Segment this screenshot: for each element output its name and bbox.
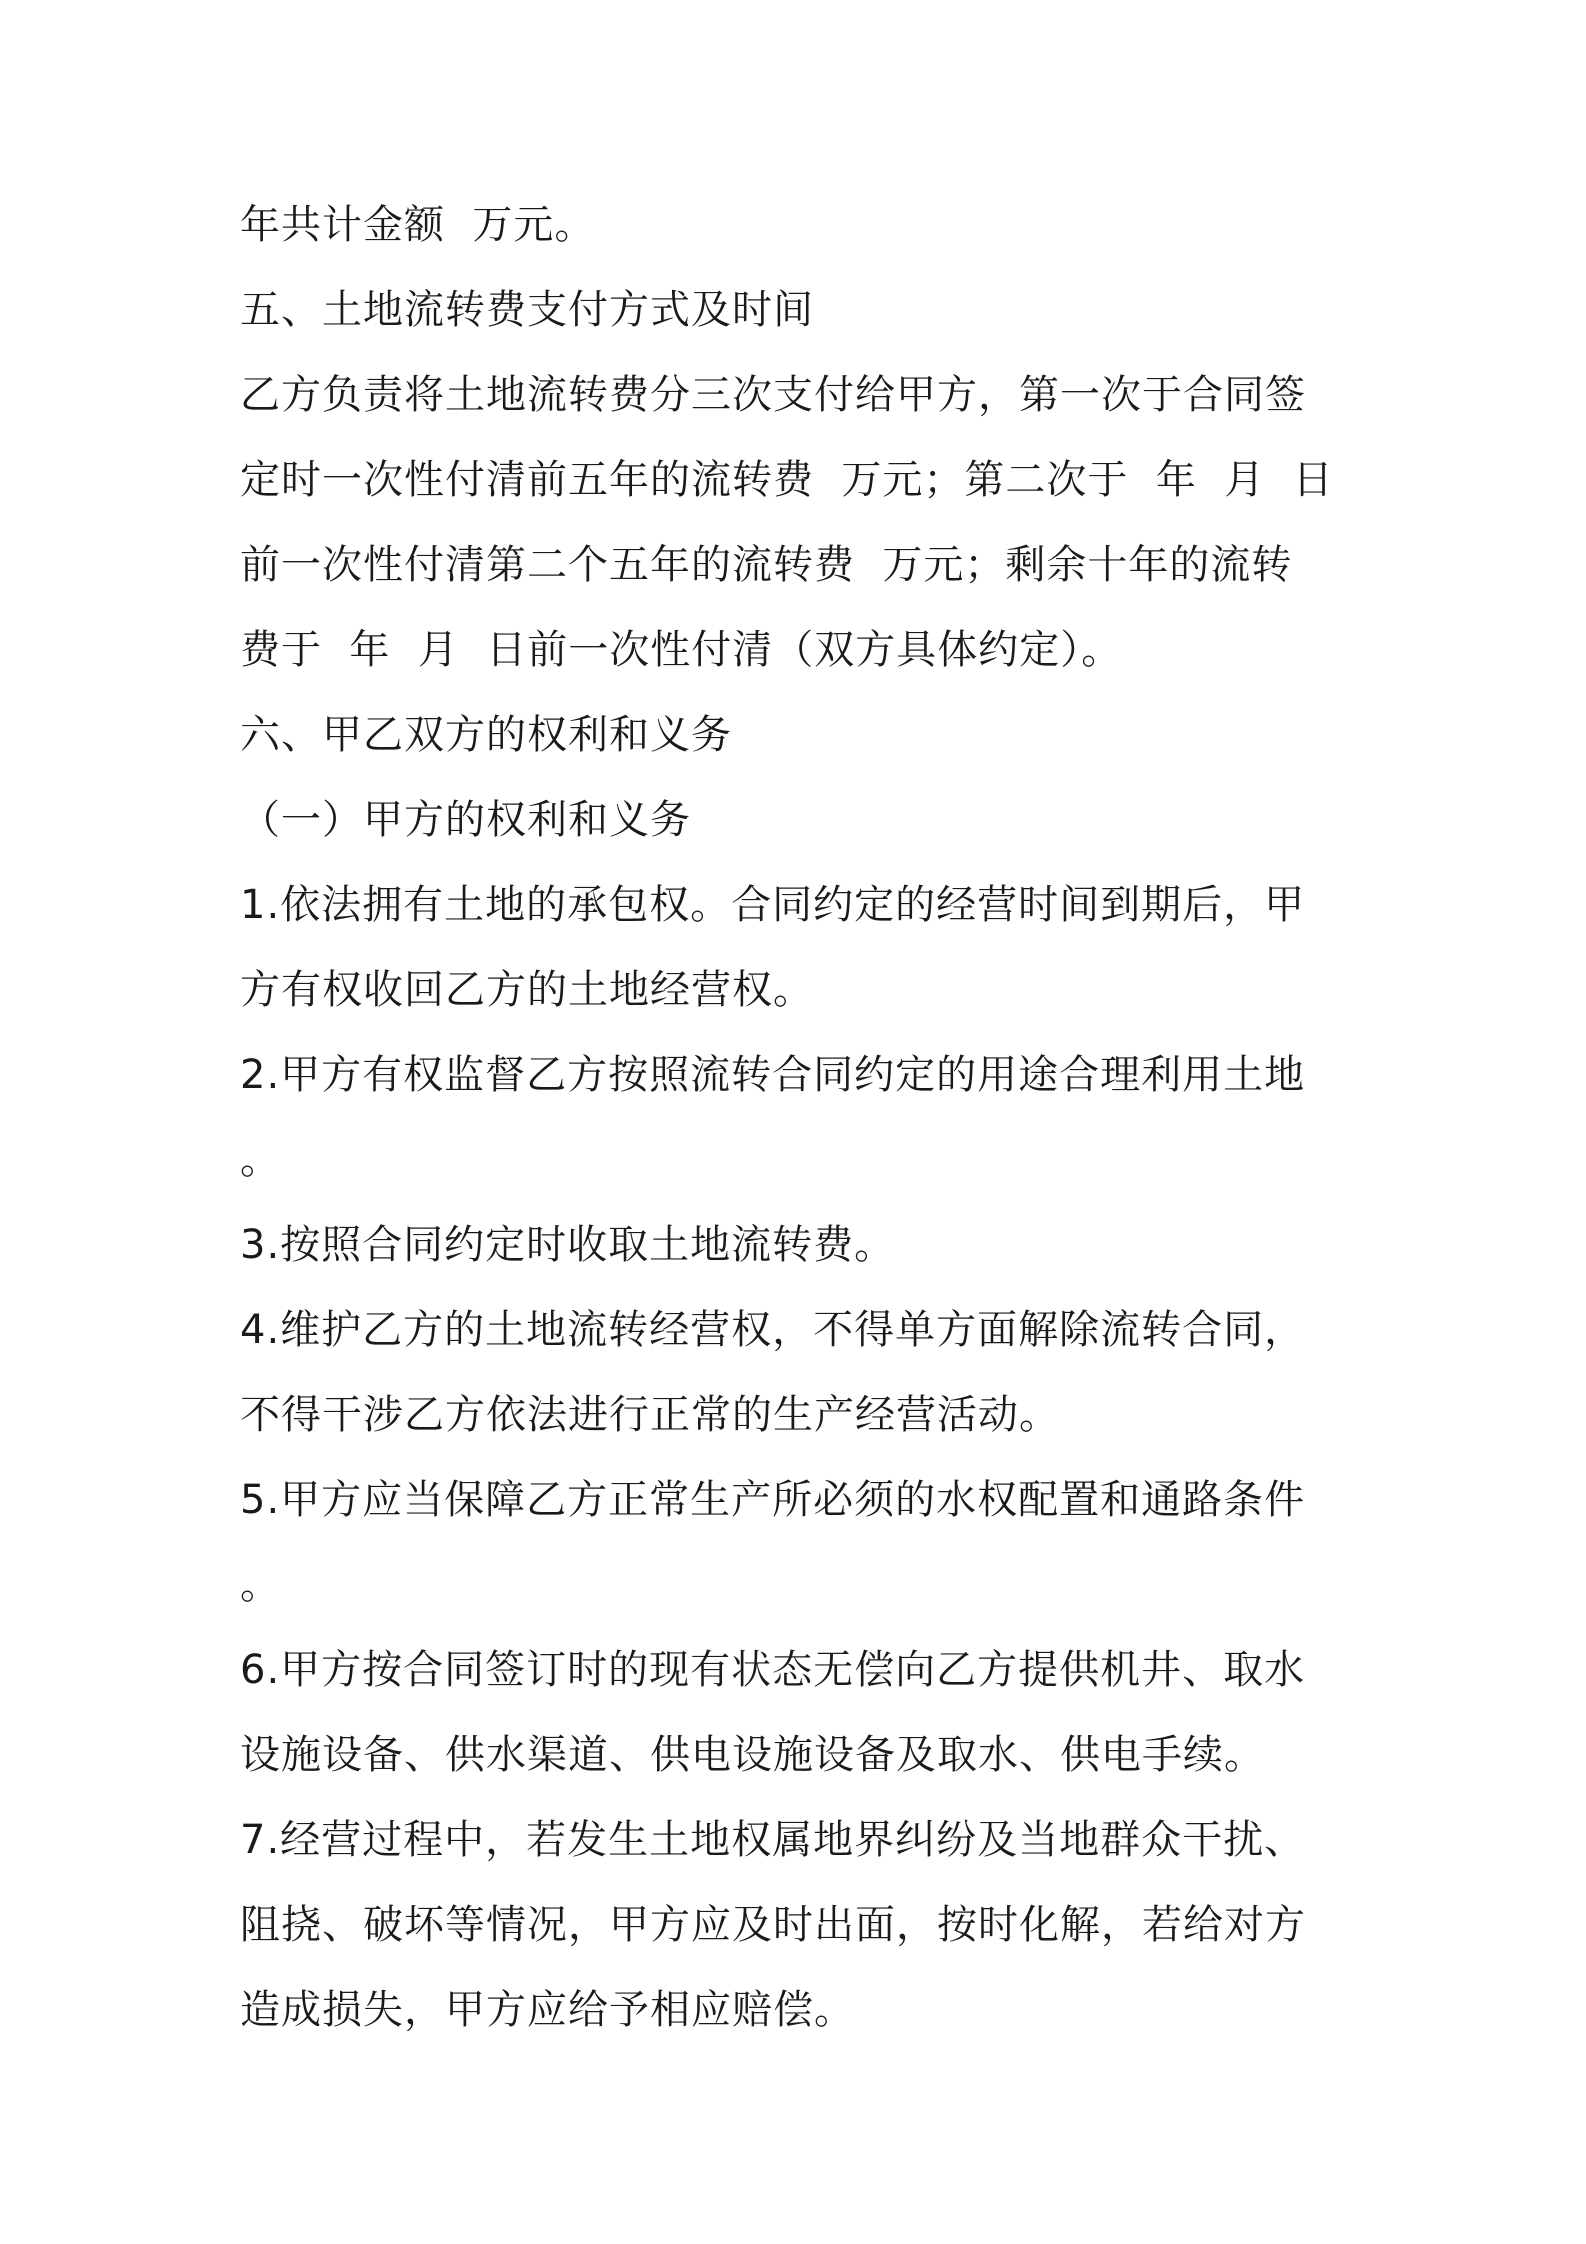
- section-heading-rights: 六、甲乙双方的权利和义务: [240, 712, 732, 758]
- text-line: 。: [240, 1562, 281, 1608]
- text-line: 6.甲方按合同签订时的现有状态无偿向乙方提供机井、取水: [240, 1647, 1306, 1693]
- text-line: 5.甲方应当保障乙方正常生产所必须的水权配置和通路条件: [240, 1477, 1306, 1523]
- text-line: 1.依法拥有土地的承包权。合同约定的经营时间到期后，甲: [240, 882, 1306, 928]
- text-line: 2.甲方有权监督乙方按照流转合同约定的用途合理利用土地: [240, 1052, 1306, 1098]
- subsection-heading: （一）甲方的权利和义务: [240, 797, 691, 843]
- text-line: 4.维护乙方的土地流转经营权，不得单方面解除流转合同，: [240, 1307, 1306, 1353]
- text-line: 年共计金额 万元。: [240, 202, 596, 248]
- text-line: 阻挠、破坏等情况，甲方应及时出面，按时化解，若给对方: [240, 1902, 1306, 1948]
- text-line: 不得干涉乙方依法进行正常的生产经营活动。: [240, 1392, 1060, 1438]
- text-line: 设施设备、供水渠道、供电设施设备及取水、供电手续。: [240, 1732, 1265, 1778]
- text-line: 前一次性付清第二个五年的流转费 万元；剩余十年的流转: [240, 542, 1293, 588]
- text-line: 方有权收回乙方的土地经营权。: [240, 967, 814, 1013]
- section-heading-payment: 五、土地流转费支付方式及时间: [240, 287, 814, 333]
- text-line: 3.按照合同约定时收取土地流转费。: [240, 1222, 896, 1268]
- text-line: 7.经营过程中，若发生土地权属地界纠纷及当地群众干扰、: [240, 1817, 1306, 1863]
- text-line: 造成损失，甲方应给予相应赔偿。: [240, 1987, 855, 2033]
- text-line: 定时一次性付清前五年的流转费 万元；第二次于 年 月 日: [240, 457, 1334, 503]
- text-line: 乙方负责将土地流转费分三次支付给甲方，第一次于合同签: [240, 372, 1306, 418]
- text-line: 费于 年 月 日前一次性付清（双方具体约定）。: [240, 627, 1123, 673]
- text-line: 。: [240, 1137, 281, 1183]
